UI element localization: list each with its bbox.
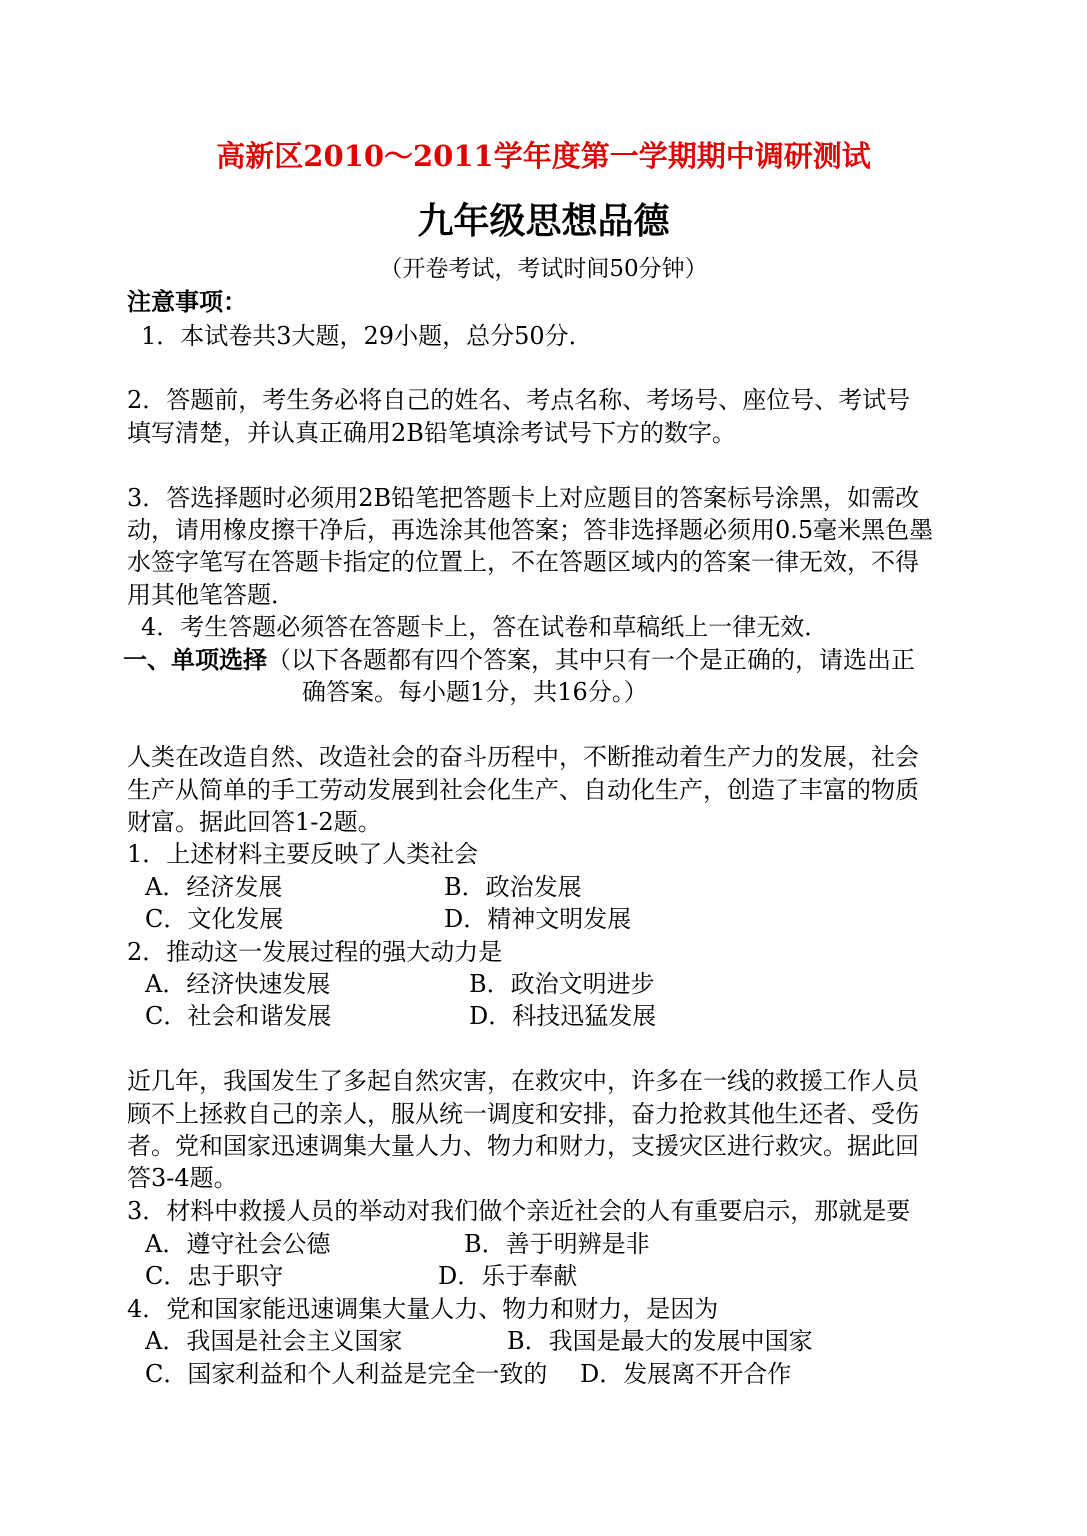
material-2-line-4: 答3-4题。 <box>127 1164 238 1192</box>
notice-heading: 注意事项： <box>127 287 247 316</box>
subject-title: 九年级思想品德 <box>417 200 670 242</box>
exam-title: 高新区2010～2011学年度第一学期期中调研测试 <box>216 139 871 173</box>
question-1-option-b: B．政治发展 <box>444 873 582 901</box>
question-4-option-b: B．我国是最大的发展中国家 <box>507 1327 813 1355</box>
material-1-line-1: 人类在改造自然、改造社会的奋斗历程中，不断推动着生产力的发展，社会 <box>127 743 919 771</box>
section-1-instruction-line-2: 确答案。每小题1分，共16分。） <box>302 678 648 706</box>
material-2-line-1: 近几年，我国发生了多起自然灾害，在救灾中，许多在一线的救援工作人员 <box>127 1067 919 1095</box>
notice-item-1: 1．本试卷共3大题，29小题，总分50分． <box>141 322 593 350</box>
notice-item-3-line-3: 水签字笔写在答题卡指定的位置上，不在答题区域内的答案一律无效，不得 <box>127 548 919 576</box>
question-2-option-d: D．科技迅猛发展 <box>469 1002 657 1030</box>
question-2-option-b: B．政治文明进步 <box>469 970 655 998</box>
question-4-option-a: A．我国是社会主义国家 <box>145 1327 403 1355</box>
notice-item-2-line-1: 2．答题前，考生务必将自己的姓名、考点名称、考场号、座位号、考试号 <box>127 386 911 414</box>
question-4-option-c: C．国家利益和个人利益是完全一致的 <box>145 1360 548 1388</box>
material-2-line-2: 顾不上拯救自己的亲人，服从统一调度和安排，奋力抢救其他生还者、受伤 <box>127 1100 919 1128</box>
question-1-option-d: D．精神文明发展 <box>444 905 632 933</box>
question-2-stem: 2．推动这一发展过程的强大动力是 <box>127 938 503 966</box>
question-3-option-c: C．忠于职守 <box>145 1262 284 1290</box>
material-2-line-3: 者。党和国家迅速调集大量人力、物力和财力，支援灾区进行救灾。据此回 <box>127 1132 919 1160</box>
question-4-option-d: D．发展离不开合作 <box>580 1360 792 1388</box>
question-2-option-a: A．经济快速发展 <box>145 970 331 998</box>
notice-item-3-line-1: 3．答选择题时必须用2B铅笔把答题卡上对应题目的答案标号涂黑，如需改 <box>127 484 920 512</box>
notice-item-4: 4．考生答题必须答在答题卡上，答在试卷和草稿纸上一律无效． <box>141 613 829 641</box>
material-1-line-2: 生产从简单的手工劳动发展到社会化生产、自动化生产，创造了丰富的物质 <box>127 776 919 804</box>
question-1-stem: 1．上述材料主要反映了人类社会 <box>127 840 479 868</box>
question-1-option-c: C．文化发展 <box>145 905 284 933</box>
section-1-line-1 <box>123 645 915 674</box>
section-1-instruction: （以下各题都有四个答案，其中只有一个是正确的，请选出正 <box>267 646 915 674</box>
exam-subtitle: （开卷考试，考试时间50分钟） <box>379 256 708 282</box>
question-3-option-b: B．善于明辨是非 <box>464 1230 650 1258</box>
question-1-option-a: A．经济发展 <box>145 873 283 901</box>
notice-item-3-line-4: 用其他笔答题． <box>127 581 295 609</box>
question-2-option-c: C．社会和谐发展 <box>145 1002 332 1030</box>
notice-item-3-line-2: 动，请用橡皮擦干净后，再选涂其他答案；答非选择题必须用0.5毫米黑色墨 <box>127 516 934 544</box>
question-3-stem: 3．材料中救援人员的举动对我们做个亲近社会的人有重要启示，那就是要 <box>127 1197 911 1225</box>
notice-item-2-line-2: 填写清楚，并认真正确用2B铅笔填涂考试号下方的数字。 <box>127 419 736 447</box>
question-3-option-d: D．乐于奉献 <box>438 1262 578 1290</box>
material-1-line-3: 财富。据此回答1-2题。 <box>127 808 382 836</box>
question-3-option-a: A．遵守社会公德 <box>145 1230 331 1258</box>
section-1-heading: 一、单项选择 <box>123 645 267 674</box>
question-4-stem: 4．党和国家能迅速调集大量人力、物力和财力，是因为 <box>127 1295 719 1323</box>
